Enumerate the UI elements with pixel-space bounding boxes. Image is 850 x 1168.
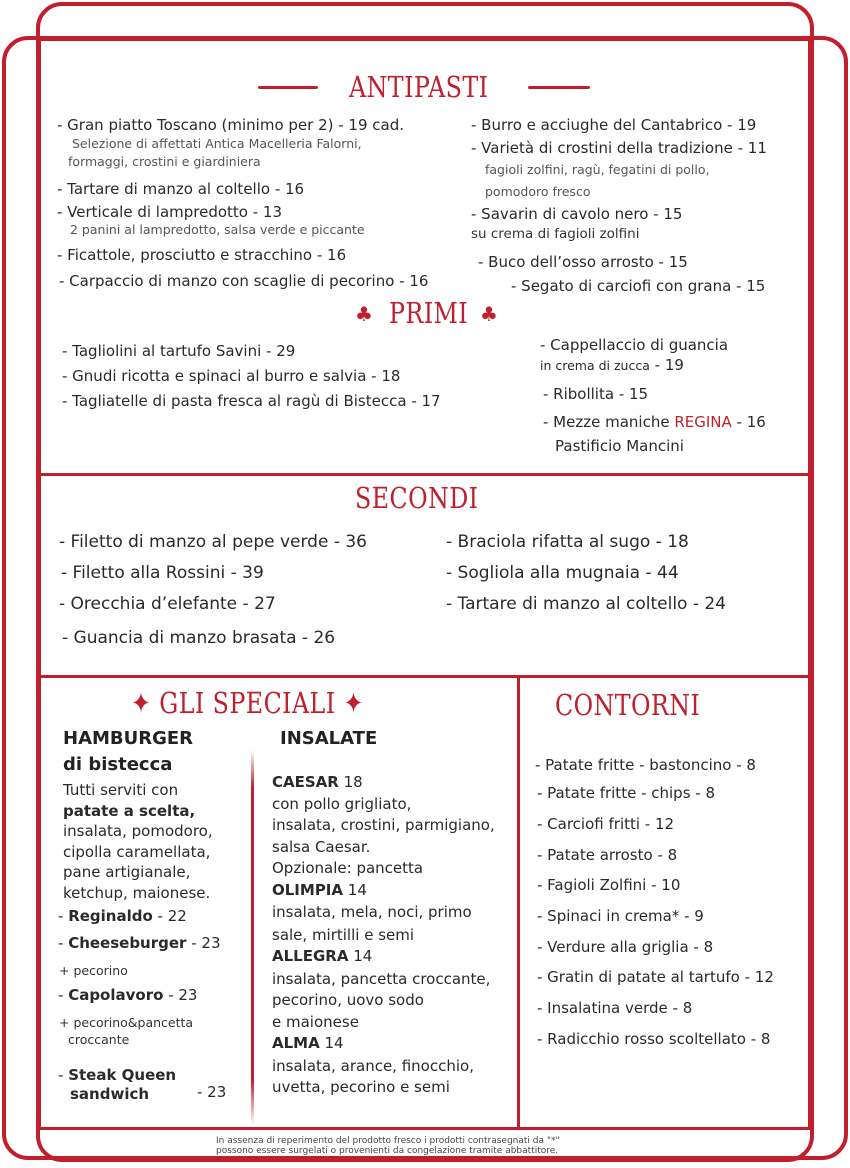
antipasto-gran-piatto-desc-2: formaggi, crostini e giardiniera xyxy=(68,154,261,169)
insalate-list: CAESAR 18 con pollo grigliato, insalata, crostini, parmigiano, salsa Caesar. Opzionale: pancetta OLIMPIA 14 insalata, mela, noci, primo sale, mirtilli e semi ALLEGRA 14 insalata, pancetta croccante, pecorino, uovo sodo e maionese ALMA 14 insalata, arance, finocchio, uvetta, pecorino e semi xyxy=(272,773,495,1096)
burger-capolavoro-note: + pecorino&pancetta xyxy=(59,1015,194,1030)
speciali-contorni-divider xyxy=(517,677,520,1129)
secondi-speciali-divider xyxy=(38,675,811,678)
primo-tagliolini: - Tagliolini al tartufo Savini - 29 xyxy=(62,342,296,360)
top-border xyxy=(38,38,811,41)
contorno-radicchio: - Radicchio rosso scoltellato - 8 xyxy=(537,1030,771,1048)
secondo-orecchia-elefante: - Orecchia d’elefante - 27 xyxy=(59,594,276,614)
inner-right-border xyxy=(808,40,811,1130)
antipasto-crostini: - Varietà di crostini della tradizione - 11 xyxy=(471,139,767,157)
bottom-border xyxy=(38,1127,811,1130)
primo-mezze-maniche: - Mezze maniche REGINA - 16 xyxy=(543,413,766,431)
hamburger-heading: HAMBURGER di bistecca xyxy=(63,728,194,775)
antipasto-crostini-desc-1: fagioli zolfini, ragù, fegatini di pollo, xyxy=(485,162,710,177)
burger-capolavoro-note-2: croccante xyxy=(68,1032,130,1047)
primi-right-clover-icon: ♣ xyxy=(480,302,498,326)
primo-cappellaccio-desc: in crema di zucca - 19 xyxy=(540,356,684,374)
contorno-spinaci: - Spinaci in crema* - 9 xyxy=(537,907,704,925)
secondo-guancia: - Guancia di manzo brasata - 26 xyxy=(62,628,336,648)
inner-left-border xyxy=(38,40,41,1130)
primo-gnudi: - Gnudi ricotta e spinaci al burro e salvia - 18 xyxy=(62,367,401,385)
burger-steak-queen-price: - 23 xyxy=(197,1083,227,1101)
footer-note: In assenza di reperimento del prodotto fresco i prodotti contrasegnati da "*" possono essere surgelati o provenienti da congelazione tramite abbattitore. xyxy=(216,1136,560,1156)
speciali-column-separator xyxy=(251,750,254,1125)
antipasto-crostini-desc-2: pomodoro fresco xyxy=(485,184,591,199)
insalate-heading: INSALATE xyxy=(280,728,378,749)
antipasto-burro-acciughe: - Burro e acciughe del Cantabrico - 19 xyxy=(471,116,757,134)
secondo-filetto-pepe: - Filetto di manzo al pepe verde - 36 xyxy=(59,532,368,552)
antipasto-ficattole: - Ficattole, prosciutto e stracchino - 16 xyxy=(57,246,347,264)
antipasto-lampredotto-desc: 2 panini al lampredotto, salsa verde e piccante xyxy=(70,222,365,237)
antipasti-left-flourish xyxy=(258,86,318,89)
antipasti-title: ANTIPASTI xyxy=(349,70,489,104)
secondi-title: SECONDI xyxy=(355,481,479,515)
contorno-insalatina: - Insalatina verde - 8 xyxy=(537,999,693,1017)
contorni-title: CONTORNI xyxy=(555,688,701,722)
antipasto-segato-carciofi: - Segato di carciofi con grana - 15 xyxy=(511,277,766,295)
primo-mezze-maniche-pastificio: Pastificio Mancini xyxy=(555,437,684,455)
contorno-verdure-griglia: - Verdure alla griglia - 8 xyxy=(537,938,714,956)
primi-title: PRIMI xyxy=(389,296,469,330)
insalata-allegra-title: ALLEGRA 14 xyxy=(272,947,373,965)
contorno-patate-chips: - Patate fritte - chips - 8 xyxy=(537,784,716,802)
insalata-caesar-title: CAESAR 18 xyxy=(272,773,363,791)
antipasti-right-flourish xyxy=(528,86,590,89)
burger-reginaldo: - Reginaldo - 22 xyxy=(58,907,187,925)
burger-steak-queen: - Steak Queen xyxy=(58,1066,177,1084)
insalata-alma-title: ALMA 14 xyxy=(272,1034,344,1052)
antipasto-gran-piatto: - Gran piatto Toscano (minimo per 2) - 19 cad. xyxy=(57,116,404,134)
antipasto-buco-osso: - Buco dell’osso arrosto - 15 xyxy=(478,253,688,271)
burger-cheeseburger: - Cheeseburger - 23 xyxy=(58,934,221,952)
antipasto-lampredotto: - Verticale di lampredotto - 13 xyxy=(57,203,283,221)
antipasto-tartare: - Tartare di manzo al coltello - 16 xyxy=(57,180,305,198)
primi-secondi-divider xyxy=(38,473,811,476)
burger-capolavoro: - Capolavoro - 23 xyxy=(58,986,198,1004)
secondo-braciola: - Braciola rifatta al sugo - 18 xyxy=(446,532,689,552)
contorno-patate-arrosto: - Patate arrosto - 8 xyxy=(537,846,678,864)
antipasto-savarin-desc: su crema di fagioli zolfini xyxy=(471,226,640,242)
primo-cappellaccio: - Cappellaccio di guancia xyxy=(540,336,729,354)
burger-cheeseburger-note: + pecorino xyxy=(59,963,128,978)
secondo-filetto-rossini: - Filetto alla Rossini - 39 xyxy=(61,563,264,583)
contorno-carciofi-fritti: - Carciofi fritti - 12 xyxy=(537,815,675,833)
contorno-patate-bastoncino: - Patate fritte - bastoncino - 8 xyxy=(535,756,756,774)
secondo-sogliola: - Sogliola alla mugnaia - 44 xyxy=(446,563,679,583)
antipasto-gran-piatto-desc-1: Selezione di affettati Antica Macelleria Falorni, xyxy=(72,136,362,151)
burger-steak-queen-line2: sandwich xyxy=(70,1085,150,1103)
secondo-tartare: - Tartare di manzo al coltello - 24 xyxy=(446,594,727,614)
contorno-gratin: - Gratin di patate al tartufo - 12 xyxy=(537,968,774,986)
contorno-fagioli-zolfini: - Fagioli Zolfini - 10 xyxy=(537,876,681,894)
primo-ribollita: - Ribollita - 15 xyxy=(543,385,649,403)
insalata-olimpia-title: OLIMPIA 14 xyxy=(272,880,367,899)
antipasto-savarin: - Savarin di cavolo nero - 15 xyxy=(471,205,683,223)
antipasto-carpaccio: - Carpaccio di manzo con scaglie di pecorino - 16 xyxy=(59,272,429,290)
speciali-title: ✦ GLI SPECIALI ✦ xyxy=(131,686,364,720)
primo-tagliatelle: - Tagliatelle di pasta fresca al ragù di Bistecca - 17 xyxy=(62,392,441,410)
primi-left-clover-icon: ♣ xyxy=(355,302,373,326)
hamburger-intro: Tutti serviti con patate a scelta, insalata, pomodoro, cipolla caramellata, pane artigianale, ketchup, maionese. xyxy=(63,781,213,902)
